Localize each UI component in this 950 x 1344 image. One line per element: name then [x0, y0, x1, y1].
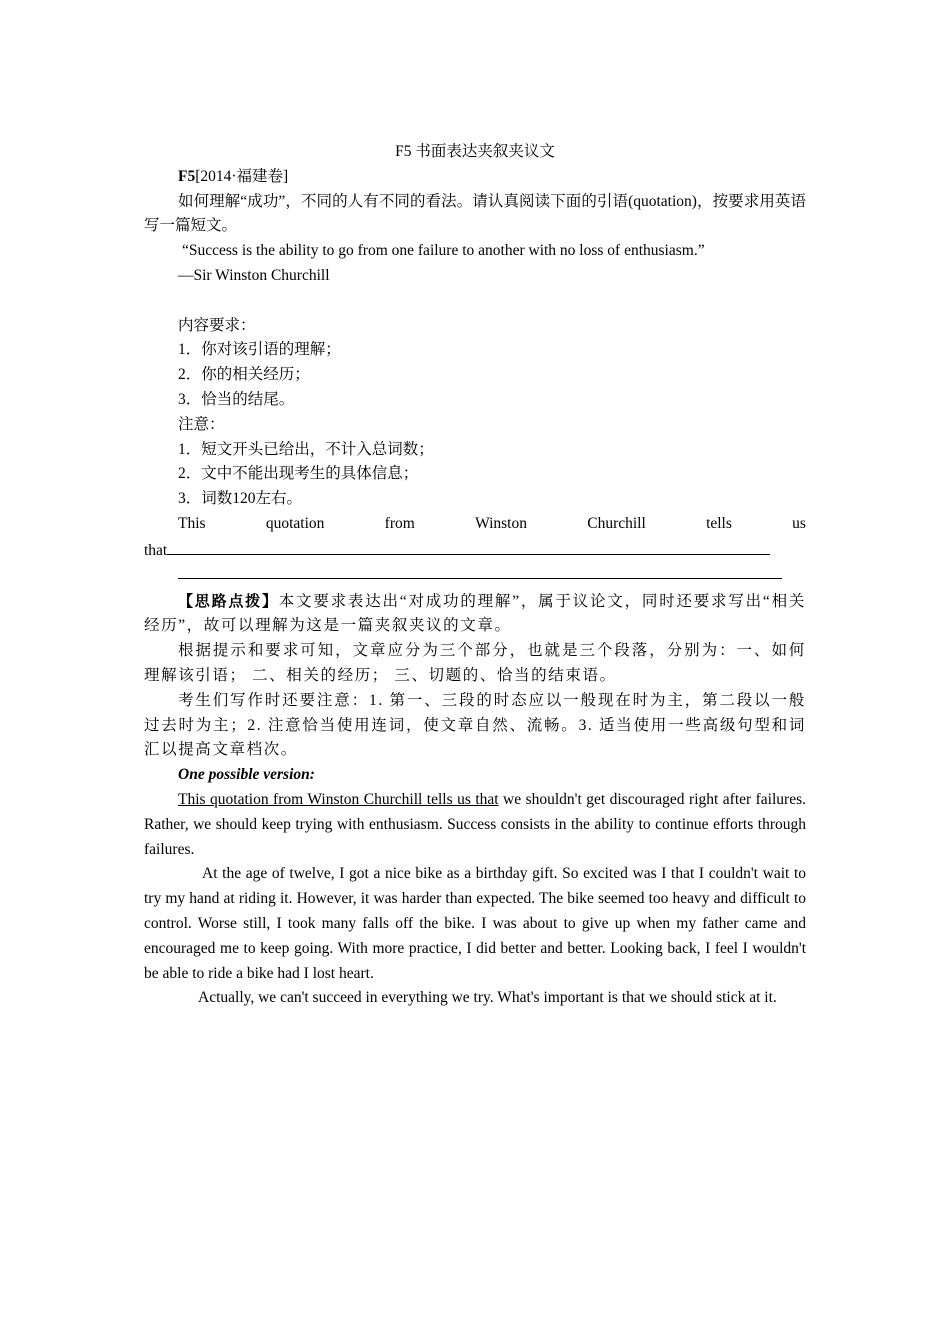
- analysis-text-1: 本文要求表达出“对成功的理解”，属于议论文，同时还要求写出“相关经历”，故可以理解为这是一篇夹叙夹议的文章。: [144, 592, 806, 635]
- writing-blank-line: [167, 537, 770, 555]
- version-label-line: [144, 763, 806, 788]
- content-requirements-heading: 内容要求：: [178, 316, 256, 334]
- starter-word: from: [384, 514, 415, 532]
- notes-heading: 注意：: [178, 415, 225, 433]
- essay-paragraph-1-text: we shouldn't get discouraged right after failures. Rather, we should keep trying with enthusiasm. Success consists in the ability to continue efforts through failures.: [144, 790, 806, 858]
- starter-word: This: [178, 514, 206, 532]
- essay-starter-line: [144, 512, 806, 537]
- analysis-paragraph-1: [144, 589, 806, 640]
- starter-end-word: that: [144, 541, 168, 559]
- essay-starter-end-line: [144, 537, 806, 564]
- note-3: 3．词数120左右。: [178, 490, 303, 508]
- content-requirement-3: 3．恰当的结尾。: [178, 390, 295, 408]
- version-label: One possible version:: [178, 766, 315, 784]
- task-intro: 如何理解“成功”，不同的人有不同的看法。请认真阅读下面的引语(quotation)，按要求用英语写一篇短文。: [144, 192, 806, 235]
- note-2: 2．文中不能出现考生的具体信息；: [178, 465, 419, 483]
- quotation: “Success is the ability to go from one failure to another with no loss of enthusiasm.”: [182, 242, 705, 260]
- spacer: [144, 289, 806, 314]
- essay-paragraph-3: Actually, we can't succeed in everything we try. What's important is that we should stick at it.: [198, 989, 777, 1007]
- essay-paragraph-2: At the age of twelve, I got a nice bike as a birthday gift. So excited was I that I couldn't wait to try my hand at riding it. However, it was harder than expected. The bike seemed too heavy and difficult to control. Worse still, I took many falls off the bike. I was about to give up when my father came and encouraged me to keep going. With more practice, I did better and better. Looking back, I feel I wouldn't be able to ride a bike had I lost heart.: [144, 865, 806, 982]
- quotation-author: —Sir Winston Churchill: [178, 266, 330, 284]
- content-requirement-1: 1．你对该引语的理解；: [178, 341, 341, 359]
- starter-word: tells: [706, 514, 732, 532]
- essay-opening-underlined: This quotation from Winston Churchill tells us that: [178, 790, 499, 808]
- essay-paragraph-1: [144, 788, 806, 862]
- source-year: [2014·福建卷]: [195, 167, 289, 185]
- starter-word: Winston: [475, 514, 527, 532]
- analysis-label: 【思路点拨】: [178, 591, 279, 610]
- content-requirement-2: 2．你的相关经历；: [178, 366, 310, 384]
- starter-word: quotation: [265, 514, 325, 532]
- starter-word: us: [792, 514, 806, 532]
- source-line: [144, 165, 806, 190]
- document-page: [144, 140, 806, 1011]
- source-code: F5: [178, 167, 196, 185]
- note-1: 1．短文开头已给出，不计入总词数；: [178, 440, 434, 458]
- document-title: F5 书面表达夹叙夹议文: [395, 143, 555, 160]
- analysis-paragraph-3: 考生们写作时还要注意：1. 第一、三段的时态应以一般现在时为主，第二段以一般过去时为主；2. 注意恰当使用连词，使文章自然、流畅。3. 适当使用一些高级句型和词汇以提高文章档次。: [144, 691, 806, 759]
- starter-word: Churchill: [587, 514, 646, 532]
- writing-blank-line: [178, 564, 782, 579]
- analysis-paragraph-2: 根据提示和要求可知，文章应分为三个部分，也就是三个段落，分别为：一、如何理解该引语； 二、相关的经历； 三、切题的、恰当的结束语。: [144, 642, 806, 684]
